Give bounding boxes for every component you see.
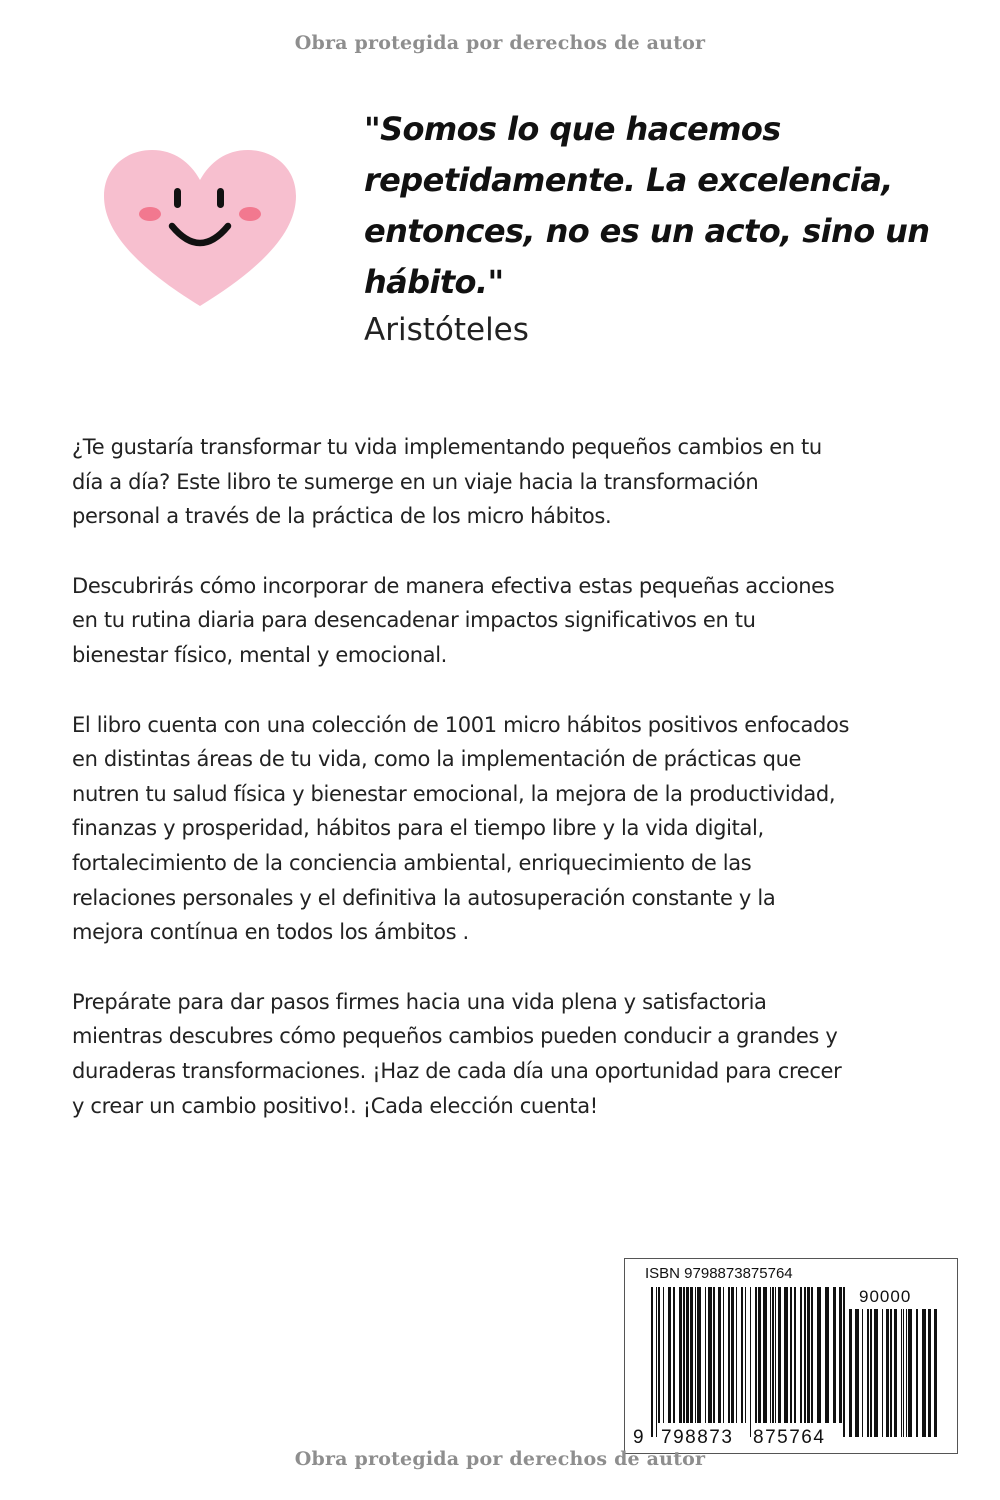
watermark-bottom: Obra protegida por derechos de autor — [294, 1448, 706, 1470]
quote-line: "Somos lo que hacemos — [364, 110, 781, 148]
barcode-bar — [906, 1309, 907, 1437]
barcode-bar — [839, 1287, 842, 1423]
barcode-digit-first: 9 — [633, 1427, 646, 1448]
barcode-bar — [916, 1309, 918, 1437]
barcode-bar — [862, 1309, 863, 1437]
paragraph-1 — [72, 430, 942, 534]
quote-line: entonces, no es un acto, sino un — [364, 212, 930, 250]
barcode-bar — [870, 1309, 872, 1437]
barcode-bar — [886, 1309, 889, 1437]
barcode-bars — [651, 1287, 845, 1437]
barcode-bar — [736, 1287, 737, 1423]
addon-digits: 90000 — [859, 1287, 912, 1306]
barcode-bar — [775, 1287, 776, 1423]
barcode-bar — [778, 1287, 781, 1423]
barcode-bar — [867, 1309, 869, 1437]
text-line: y crear un cambio positivo!. ¡Cada elección cuenta! — [72, 1093, 598, 1118]
text-line: nutren tu salud física y bienestar emocional, la mejora de la productividad, — [72, 781, 836, 806]
barcode-bar — [794, 1287, 796, 1423]
paragraph-3 — [72, 708, 942, 950]
barcode-bar — [934, 1309, 937, 1437]
barcode-bar — [668, 1287, 671, 1423]
heart-shape — [104, 150, 296, 306]
barcode-bar — [745, 1287, 746, 1423]
text-line: mientras descubres cómo pequeños cambios pueden conducir a grandes y — [72, 1024, 838, 1049]
barcode-bar — [763, 1287, 767, 1423]
barcode-bar — [683, 1287, 685, 1423]
barcode-bar — [817, 1287, 821, 1423]
barcode-bar — [673, 1287, 675, 1423]
barcode-bar — [758, 1287, 761, 1423]
eye-right — [217, 188, 224, 208]
quote-author: Aristóteles — [364, 312, 529, 348]
barcode-bar — [928, 1309, 931, 1437]
barcode-bar — [894, 1309, 897, 1437]
barcode-bar — [755, 1287, 757, 1423]
text-line: Prepárate para dar pasos firmes hacia una vida plena y satisfactoria — [72, 989, 767, 1014]
text-line: El libro cuenta con una colección de 1001 micro hábitos positivos enfocados — [72, 712, 850, 737]
barcode-bar — [695, 1287, 696, 1423]
paragraph-2 — [72, 569, 942, 673]
barcode-bar — [874, 1309, 878, 1437]
barcode-bar — [723, 1287, 724, 1423]
barcode-bar — [825, 1287, 829, 1423]
smiling-heart-icon — [100, 148, 300, 308]
barcode-bar — [690, 1287, 693, 1423]
barcode-bar — [679, 1287, 682, 1423]
cheek-right — [239, 207, 261, 221]
barcode-bar — [901, 1309, 902, 1437]
barcode-bar — [713, 1287, 715, 1423]
barcode-bar — [728, 1287, 730, 1423]
isbn-label: ISBN 9798873875764 — [645, 1265, 793, 1282]
quote-line: hábito." — [364, 263, 504, 301]
text-line: finanzas y prosperidad, hábitos para el tiempo libre y la vida digital, — [72, 816, 764, 841]
barcode-bar — [708, 1287, 712, 1423]
barcode-digit-group-1: 798873 — [661, 1427, 734, 1448]
barcode-bar — [855, 1309, 859, 1437]
text-line: bienestar físico, mental y emocional. — [72, 642, 448, 667]
text-line: relaciones personales y el definitiva la autosuperación constante y la — [72, 885, 776, 910]
barcode-bar — [833, 1287, 836, 1423]
text-line: fortalecimiento de la conciencia ambiental, enriquecimiento de las — [72, 850, 752, 875]
barcode-bar — [741, 1287, 743, 1423]
barcode-bar — [705, 1287, 706, 1423]
barcode-bar — [656, 1287, 657, 1437]
description — [72, 430, 942, 1158]
text-line: en distintas áreas de tu vida, como la implementación de prácticas que — [72, 747, 802, 772]
text-line: personal a través de la práctica de los micro hábitos. — [72, 504, 612, 529]
barcode-bar — [804, 1287, 806, 1423]
text-line: día a día? Este libro te sumerge en un viaje hacia la transformación — [72, 469, 759, 494]
barcode-bar — [882, 1309, 883, 1437]
barcode-bar — [922, 1309, 926, 1437]
barcode-bar — [770, 1287, 771, 1423]
barcode-bar — [686, 1287, 689, 1423]
text-line: ¿Te gustaría transformar tu vida implementando pequeños cambios en tu — [72, 435, 822, 459]
barcode-bar — [843, 1287, 845, 1437]
barcode-bar — [807, 1287, 810, 1423]
barcode-bar — [718, 1287, 721, 1423]
barcode-bar — [800, 1287, 802, 1423]
barcode-digit-group-2: 875764 — [753, 1427, 826, 1448]
barcode-bar — [790, 1287, 792, 1423]
barcode-bar — [697, 1287, 701, 1423]
barcode-bar — [750, 1287, 751, 1437]
barcode-bar — [903, 1309, 904, 1437]
barcode-bar — [663, 1287, 664, 1423]
text-line: Descubrirás cómo incorporar de manera efectiva estas pequeñas acciones — [72, 573, 835, 598]
barcode-bar — [658, 1287, 660, 1423]
text-line: mejora contínua en todos los ámbitos . — [72, 920, 469, 945]
barcode-bar — [908, 1309, 912, 1437]
barcode-bar — [784, 1287, 788, 1423]
barcode-bar — [772, 1287, 774, 1423]
quote — [364, 104, 964, 308]
quote-line: repetidamente. La excelencia, — [364, 161, 893, 199]
barcode-bar — [811, 1287, 813, 1423]
barcode-bar — [890, 1309, 892, 1437]
addon-barcode-bars — [849, 1309, 939, 1437]
watermark-top: Obra protegida por derechos de autor — [294, 32, 706, 54]
paragraph-4 — [72, 985, 942, 1123]
cheek-left — [139, 207, 161, 221]
barcode-bar — [651, 1287, 653, 1437]
barcode-bar — [731, 1287, 734, 1423]
text-line: duraderas transformaciones. ¡Haz de cada día una oportunidad para crecer — [72, 1058, 842, 1083]
barcode-bar — [849, 1309, 852, 1437]
text-line: en tu rutina diaria para desencadenar impactos significativos en tu — [72, 608, 756, 633]
isbn-barcode — [624, 1258, 958, 1454]
eye-left — [174, 188, 181, 208]
